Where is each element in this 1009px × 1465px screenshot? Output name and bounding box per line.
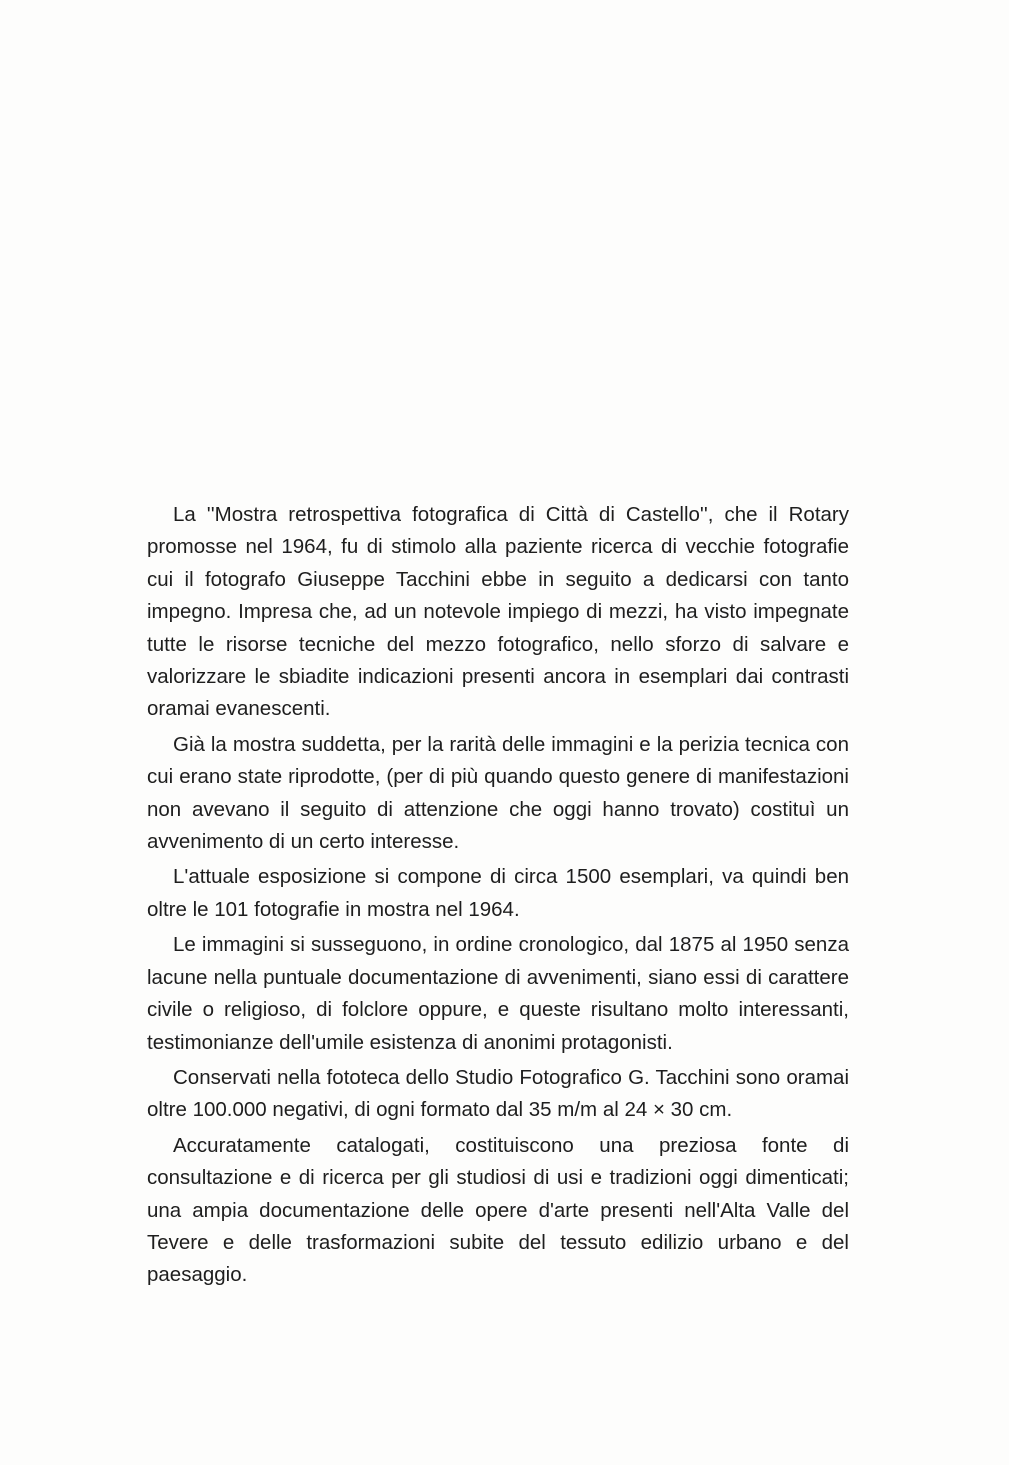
paragraph-mostra-suddetta: Già la mostra suddetta, per la rarità delle immagini e la perizia tecnica con cui erano state riprodotte, (per di più quando questo genere di manifestazioni non avevano il seguito di attenzione che oggi hanno trovato) costituì un avvenimento di un certo interesse. — [147, 732, 849, 854]
paragraph-mostra-retrospettiva: La ''Mostra retrospettiva fotografica di Città di Castello'', che il Rotary promosse nel 1964, fu di stimolo alla paziente ricerca di vecchie fotografie cui il fotografo Giuseppe Tacchini ebbe in seguito a dedicarsi con tanto impegno. Impresa che, ad un notevole impiego di mezzi, ha visto impegnate tutte le risorse tecniche del mezzo fotografico, nello sforzo di salvare e valorizzare le sbiadite indicazioni presenti ancora in esemplari dai contrasti oramai evanescenti. — [147, 503, 849, 721]
paragraph-immagini-cronologia: Le immagini si susseguono, in ordine cronologico, dal 1875 al 1950 senza lacune nella puntuale documentazione di avvenimenti, siano essi di carattere civile o religioso, di folclore oppure, e queste risultano molto interessanti, testimonianze dell'umile esistenza di anonimi protagonisti. — [147, 933, 849, 1054]
paragraph-attuale-esposizione: L'attuale esposizione si compone di circa 1500 esemplari, va quindi ben oltre le 101 fotografie in mostra nel 1964. — [147, 865, 849, 921]
body-text — [147, 499, 849, 1292]
paragraph-catalogati: Accuratamente catalogati, costituiscono una preziosa fonte di consultazione e di ricerca per gli studiosi di usi e tradizioni oggi dimenticati; una ampia documentazione delle opere d'arte presenti nell'Alta Valle del Tevere e delle trasformazioni subite del tessuto edilizio urbano e del paesaggio. — [147, 1133, 849, 1287]
paragraph-fototeca: Conservati nella fototeca dello Studio Fotografico G. Tacchini sono oramai oltre 100.000 negativi, di ogni formato dal 35 m/m al 24 × 30 cm. — [147, 1065, 849, 1122]
